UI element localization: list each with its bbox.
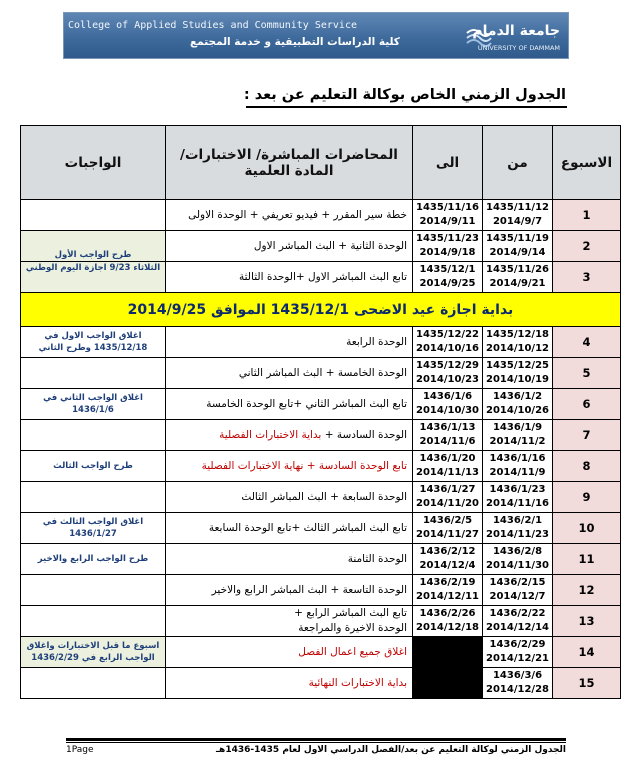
- college-name-en: College of Applied Studies and Community Service: [68, 20, 357, 31]
- university-logo: [466, 15, 562, 57]
- subject-cell: تابع البث المباشر الاول +الوحدة الثالثة: [166, 262, 413, 293]
- from-date: 1436/2/8 2014/11/30: [483, 544, 553, 575]
- from-date: 1436/1/9 2014/11/2: [483, 420, 553, 451]
- assignment-cell: [21, 482, 166, 513]
- table-row: [21, 451, 621, 482]
- subject-cell: تابع البث المباشر الثاني +تابع الوحدة الخامسة: [166, 389, 413, 420]
- footer-rule: [66, 738, 566, 741]
- table-row: [21, 327, 621, 358]
- table-row: [21, 606, 621, 637]
- table-row: [21, 482, 621, 513]
- to-date: 1436/1/27 2014/11/20: [413, 482, 483, 513]
- page-number: 1Page: [66, 745, 94, 755]
- table-row: [21, 262, 621, 293]
- college-name-ar: كلية الدراسات التطبيقية و خدمة المجتمع: [190, 36, 400, 48]
- header-assignments: الواجبات: [21, 126, 166, 200]
- week-number: 4: [553, 327, 621, 358]
- table-row: [21, 200, 621, 231]
- to-date: 1436/2/5 2014/11/27: [413, 513, 483, 544]
- from-date: 1436/1/16 2014/11/9: [483, 451, 553, 482]
- week-number: 6: [553, 389, 621, 420]
- from-date: 1436/2/22 2014/12/14: [483, 606, 553, 637]
- subject-cell: الوحدة الخامسة + البث المباشر الثاني: [166, 358, 413, 389]
- header-banner: [63, 12, 569, 59]
- to-date: 1436/2/19 2014/12/11: [413, 575, 483, 606]
- assignment-cell: طرح الواجب الثالث: [21, 451, 166, 482]
- table-row: [21, 358, 621, 389]
- table-row: [21, 637, 621, 668]
- from-date: 1436/2/29 2014/12/21: [483, 637, 553, 668]
- week-number: 7: [553, 420, 621, 451]
- assignment-cell: الثلاثاء 9/23 اجازة اليوم الوطني: [21, 262, 166, 293]
- to-date-blacked-out: [413, 637, 483, 668]
- exam-start-note: بداية الاختبارات الفصلية: [219, 428, 322, 441]
- from-date: 1436/1/23 2014/11/16: [483, 482, 553, 513]
- subject-cell: الوحدة السابعة + البث المباشر الثالث: [166, 482, 413, 513]
- table-row: [21, 544, 621, 575]
- table-row: [21, 231, 621, 262]
- week-number: 10: [553, 513, 621, 544]
- footer-rule-thin: [66, 742, 566, 743]
- to-date: 1435/12/22 2014/10/16: [413, 327, 483, 358]
- to-date: 1436/1/20 2014/11/13: [413, 451, 483, 482]
- week-number: 14: [553, 637, 621, 668]
- university-name-ar: جامعة الدمام: [472, 23, 560, 39]
- table-row: [21, 575, 621, 606]
- to-date: 1436/1/6 2014/10/30: [413, 389, 483, 420]
- week-number: 15: [553, 668, 621, 699]
- subject-cell: الوحدة السادسة + بداية الاختبارات الفصلية: [166, 420, 413, 451]
- from-date: 1435/11/26 2014/9/21: [483, 262, 553, 293]
- header-from: من: [483, 126, 553, 200]
- assignment-cell: [21, 575, 166, 606]
- to-date: 1436/1/13 2014/11/6: [413, 420, 483, 451]
- to-date: 1436/2/12 2014/12/4: [413, 544, 483, 575]
- week-number: 5: [553, 358, 621, 389]
- subject-cell: الوحدة التاسعة + البث المباشر الرابع والاخير: [166, 575, 413, 606]
- from-date: 1436/2/15 2014/12/7: [483, 575, 553, 606]
- assignment-cell: [21, 606, 166, 637]
- title-underline: [246, 106, 567, 108]
- university-name-en: UNIVERSITY OF DAMMAM: [477, 44, 560, 52]
- to-date-blacked-out: [413, 668, 483, 699]
- assignment-cell: [21, 668, 166, 699]
- schedule-table: [20, 125, 621, 699]
- subject-cell: تابع الوحدة السادسة + نهاية الاختبارات الفصلية: [166, 451, 413, 482]
- to-date: 1435/12/29 2014/10/23: [413, 358, 483, 389]
- header-to: الى: [413, 126, 483, 200]
- page-title: الجدول الزمني الخاص بوكالة التعليم عن بعد :: [243, 87, 566, 103]
- from-date: 1436/1/2 2014/10/26: [483, 389, 553, 420]
- week-number: 12: [553, 575, 621, 606]
- header-week: الاسبوع: [553, 126, 621, 200]
- subject-cell: الوحدة الرابعة: [166, 327, 413, 358]
- week-number: 2: [553, 231, 621, 262]
- week-number: 9: [553, 482, 621, 513]
- to-date: 1436/2/26 2014/12/18: [413, 606, 483, 637]
- table-row: [21, 668, 621, 699]
- from-date: 1435/12/18 2014/10/12: [483, 327, 553, 358]
- week-number: 11: [553, 544, 621, 575]
- from-date: 1435/11/12 2014/9/7: [483, 200, 553, 231]
- assignment-cell: اغلاق الواجب الثاني في 1436/1/6: [21, 389, 166, 420]
- table-row: [21, 420, 621, 451]
- from-date: 1436/2/1 2014/11/23: [483, 513, 553, 544]
- from-date: 1435/12/25 2014/10/19: [483, 358, 553, 389]
- week-number: 3: [553, 262, 621, 293]
- table-row: [21, 389, 621, 420]
- to-date: 1435/12/1 2014/9/25: [413, 262, 483, 293]
- header-subject: المحاضرات المباشرة/ الاختبارات/ المادة العلمية: [166, 126, 413, 200]
- subject-cell: بداية الاختبارات النهائية: [166, 668, 413, 699]
- holiday-row: [21, 293, 621, 327]
- subject-cell: الوحدة الثامنة: [166, 544, 413, 575]
- week-number: 13: [553, 606, 621, 637]
- holiday-banner: بداية اجازة عيد الاضحى 1435/12/1 الموافق 2014/9/25: [21, 293, 621, 327]
- table-row: [21, 513, 621, 544]
- week-number: 8: [553, 451, 621, 482]
- from-date: 1435/11/19 2014/9/14: [483, 231, 553, 262]
- assignment-cell: طرح الواجب الرابع والاخير: [21, 544, 166, 575]
- subject-cell: الوحدة الثانية + البث المباشر الاول: [166, 231, 413, 262]
- subject-cell: خطة سير المقرر + فيديو تعريفي + الوحدة الاولى: [166, 200, 413, 231]
- assignment-cell: اغلاق الواجب الثالث في 1436/1/27: [21, 513, 166, 544]
- assignment-cell: اسبوع ما قبل الاختبارات واغلاق الواجب الرابع في 1436/2/29: [21, 637, 166, 668]
- assignment-cell: طرح الواجب الأول: [21, 231, 166, 262]
- subject-cell: تابع البث المباشر الرابع + الوحدة الاخيرة والمراجعة: [166, 606, 413, 637]
- table-header-row: [21, 126, 621, 200]
- week-number: 1: [553, 200, 621, 231]
- assignment-cell: [21, 200, 166, 231]
- subject-cell: اغلاق جميع اعمال الفصل: [166, 637, 413, 668]
- assignment-cell: اغلاق الواجب الاول في 1435/12/18 وطرح الثاني: [21, 327, 166, 358]
- footer-text: الجدول الزمني لوكالة التعليم عن بعد/الفصل الدراسي الاول لعام 1435-1436هـ: [215, 745, 566, 755]
- assignment-cell: [21, 358, 166, 389]
- subject-cell: تابع البث المباشر الثالث +تابع الوحدة السابعة: [166, 513, 413, 544]
- assignment-cell: [21, 420, 166, 451]
- to-date: 1435/11/16 2014/9/11: [413, 200, 483, 231]
- to-date: 1435/11/23 2014/9/18: [413, 231, 483, 262]
- from-date: 1436/3/6 2014/12/28: [483, 668, 553, 699]
